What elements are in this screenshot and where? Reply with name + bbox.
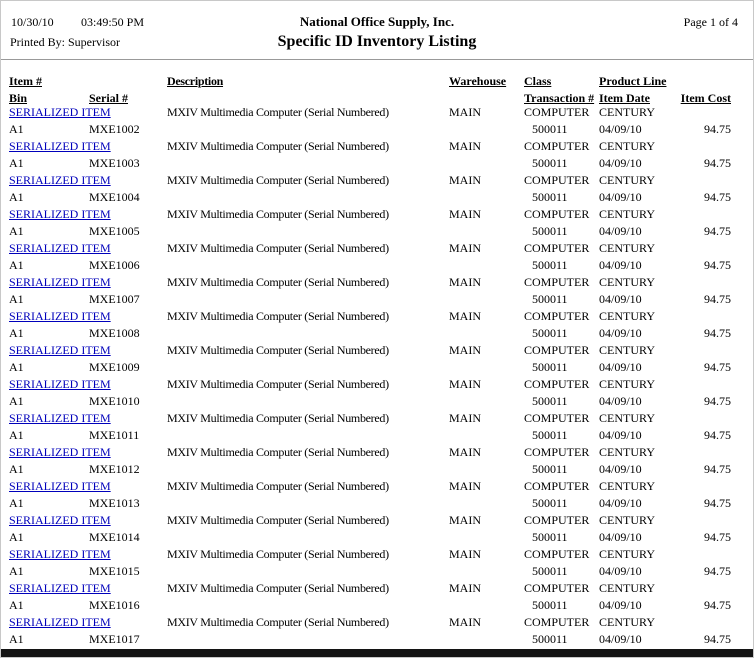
item-link[interactable]: SERIALIZED ITEM [9,547,111,561]
class-cell: COMPUTER [524,343,590,357]
bin-cell: A1 [9,224,24,238]
serial-cell: MXE1002 [89,122,140,136]
item-link[interactable]: SERIALIZED ITEM [9,139,111,153]
item-link[interactable]: SERIALIZED ITEM [9,105,111,119]
bin-cell: A1 [9,156,24,170]
serial-cell: MXE1008 [89,326,140,340]
transaction-cell: 500011 [532,598,568,612]
class-cell: COMPUTER [524,207,590,221]
item-cost-cell: 94.75 [704,394,731,408]
transaction-cell: 500011 [532,292,568,306]
item-cost-cell: 94.75 [704,598,731,612]
item-link[interactable]: SERIALIZED ITEM [9,241,111,255]
bin-cell: A1 [9,360,24,374]
page-number: Page 1 of 4 [683,15,738,29]
transaction-cell: 500011 [532,428,568,442]
class-cell: COMPUTER [524,173,590,187]
item-cost-cell: 94.75 [704,632,731,646]
detail-line [1,325,753,342]
detail-line [1,155,753,172]
bin-cell: A1 [9,394,24,408]
serial-cell: MXE1009 [89,360,140,374]
detail-line [1,529,753,546]
item-cost-cell: 94.75 [704,190,731,204]
product-line-cell: CENTURY [599,309,656,323]
warehouse-cell: MAIN [449,207,481,221]
report-title: Specific ID Inventory Listing [277,33,477,50]
col-header-bin: Bin [9,91,28,105]
serial-cell: MXE1017 [89,632,140,646]
detail-line [1,223,753,240]
warehouse-cell: MAIN [449,309,481,323]
product-line-cell: CENTURY [599,581,656,595]
col-header-class: Class [524,74,552,88]
product-line-cell: CENTURY [599,343,656,357]
product-line-cell: CENTURY [599,547,656,561]
item-line [1,478,753,495]
serial-cell: MXE1003 [89,156,140,170]
item-line [1,206,753,223]
table-row [1,614,753,648]
serial-cell: MXE1010 [89,394,140,408]
item-link[interactable]: SERIALIZED ITEM [9,479,111,493]
item-cost-cell: 94.75 [704,462,731,476]
table-row [1,546,753,580]
bin-cell: A1 [9,326,24,340]
bin-cell: A1 [9,190,24,204]
warehouse-cell: MAIN [449,377,481,391]
item-cost-cell: 94.75 [704,360,731,374]
item-line [1,376,753,393]
detail-line [1,359,753,376]
transaction-cell: 500011 [532,394,568,408]
item-line [1,512,753,529]
description-cell: MXIV Multimedia Computer (Serial Numbered) [167,241,389,255]
bin-cell: A1 [9,598,24,612]
bin-cell: A1 [9,292,24,306]
class-cell: COMPUTER [524,411,590,425]
class-cell: COMPUTER [524,139,590,153]
description-cell: MXIV Multimedia Computer (Serial Numbered) [167,105,389,119]
item-cost-cell: 94.75 [704,258,731,272]
detail-line [1,631,753,648]
warehouse-cell: MAIN [449,241,481,255]
transaction-cell: 500011 [532,462,568,476]
description-cell: MXIV Multimedia Computer (Serial Numbered) [167,275,389,289]
col-header-item-date: Item Date [599,91,650,105]
transaction-cell: 500011 [532,530,568,544]
item-line [1,546,753,563]
table-row [1,104,753,138]
item-cost-cell: 94.75 [704,326,731,340]
class-cell: COMPUTER [524,479,590,493]
bin-cell: A1 [9,632,24,646]
item-date-cell: 04/09/10 [599,530,642,544]
transaction-cell: 500011 [532,564,568,578]
serial-cell: MXE1012 [89,462,140,476]
item-date-cell: 04/09/10 [599,428,642,442]
column-headers [1,73,753,107]
item-link[interactable]: SERIALIZED ITEM [9,207,111,221]
class-cell: COMPUTER [524,241,590,255]
item-date-cell: 04/09/10 [599,394,642,408]
product-line-cell: CENTURY [599,173,656,187]
detail-line [1,393,753,410]
item-link[interactable]: SERIALIZED ITEM [9,581,111,595]
transaction-cell: 500011 [532,190,568,204]
table-row [1,240,753,274]
detail-line [1,121,753,138]
warehouse-cell: MAIN [449,581,481,595]
class-cell: COMPUTER [524,615,590,629]
serial-cell: MXE1014 [89,530,140,544]
item-date-cell: 04/09/10 [599,122,642,136]
item-date-cell: 04/09/10 [599,258,642,272]
item-link[interactable]: SERIALIZED ITEM [9,309,111,323]
warehouse-cell: MAIN [449,275,481,289]
transaction-cell: 500011 [532,326,568,340]
table-row [1,206,753,240]
class-cell: COMPUTER [524,377,590,391]
bin-cell: A1 [9,462,24,476]
description-cell: MXIV Multimedia Computer (Serial Numbered) [167,139,389,153]
item-date-cell: 04/09/10 [599,292,642,306]
item-link[interactable]: SERIALIZED ITEM [9,173,111,187]
item-cost-cell: 94.75 [704,292,731,306]
report-body [1,104,753,648]
item-link[interactable]: SERIALIZED ITEM [9,615,111,629]
item-date-cell: 04/09/10 [599,496,642,510]
table-row [1,580,753,614]
product-line-cell: CENTURY [599,479,656,493]
description-cell: MXIV Multimedia Computer (Serial Numbered) [167,581,389,595]
table-row [1,308,753,342]
serial-cell: MXE1004 [89,190,140,204]
product-line-cell: CENTURY [599,275,656,289]
detail-line [1,427,753,444]
company-name: National Office Supply, Inc. [299,14,455,29]
description-cell: MXIV Multimedia Computer (Serial Numbered) [167,343,389,357]
table-row [1,342,753,376]
table-row [1,410,753,444]
detail-line [1,189,753,206]
col-header-item: Item # [9,74,42,88]
item-line [1,342,753,359]
table-row [1,478,753,512]
item-line [1,444,753,461]
table-row [1,138,753,172]
col-header-item-cost: Item Cost [680,91,731,105]
item-line [1,104,753,121]
table-row [1,444,753,478]
description-cell: MXIV Multimedia Computer (Serial Numbered) [167,207,389,221]
column-header-row-1 [1,73,753,90]
printed-by: Printed By: Supervisor [10,35,120,49]
warehouse-cell: MAIN [449,343,481,357]
item-link[interactable]: SERIALIZED ITEM [9,275,111,289]
serial-cell: MXE1016 [89,598,140,612]
item-date-cell: 04/09/10 [599,632,642,646]
class-cell: COMPUTER [524,275,590,289]
warehouse-cell: MAIN [449,479,481,493]
report-time: 03:49:50 PM [81,15,145,29]
serial-cell: MXE1006 [89,258,140,272]
item-cost-cell: 94.75 [704,496,731,510]
bin-cell: A1 [9,258,24,272]
table-row [1,376,753,410]
item-date-cell: 04/09/10 [599,156,642,170]
item-line [1,172,753,189]
description-cell: MXIV Multimedia Computer (Serial Numbered) [167,479,389,493]
item-link[interactable]: SERIALIZED ITEM [9,377,111,391]
item-date-cell: 04/09/10 [599,462,642,476]
description-cell: MXIV Multimedia Computer (Serial Numbered) [167,173,389,187]
report-date: 10/30/10 [11,15,54,29]
product-line-cell: CENTURY [599,105,656,119]
product-line-cell: CENTURY [599,513,656,527]
item-cost-cell: 94.75 [704,530,731,544]
col-header-description: Description [167,74,224,88]
item-line [1,580,753,597]
item-line [1,138,753,155]
warehouse-cell: MAIN [449,445,481,459]
item-date-cell: 04/09/10 [599,360,642,374]
serial-cell: MXE1015 [89,564,140,578]
class-cell: COMPUTER [524,581,590,595]
product-line-cell: CENTURY [599,241,656,255]
bin-cell: A1 [9,530,24,544]
class-cell: COMPUTER [524,445,590,459]
bin-cell: A1 [9,496,24,510]
item-link[interactable]: SERIALIZED ITEM [9,343,111,357]
warehouse-cell: MAIN [449,513,481,527]
bottom-bar [1,649,753,657]
item-line [1,410,753,427]
class-cell: COMPUTER [524,105,590,119]
transaction-cell: 500011 [532,156,568,170]
product-line-cell: CENTURY [599,139,656,153]
item-cost-cell: 94.75 [704,122,731,136]
warehouse-cell: MAIN [449,105,481,119]
detail-line [1,461,753,478]
serial-cell: MXE1007 [89,292,140,306]
transaction-cell: 500011 [532,496,568,510]
col-header-warehouse: Warehouse [449,74,507,88]
item-date-cell: 04/09/10 [599,326,642,340]
bin-cell: A1 [9,428,24,442]
description-cell: MXIV Multimedia Computer (Serial Numbered) [167,411,389,425]
detail-line [1,563,753,580]
description-cell: MXIV Multimedia Computer (Serial Numbered) [167,513,389,527]
warehouse-cell: MAIN [449,411,481,425]
warehouse-cell: MAIN [449,173,481,187]
transaction-cell: 500011 [532,224,568,238]
description-cell: MXIV Multimedia Computer (Serial Numbered) [167,377,389,391]
item-date-cell: 04/09/10 [599,190,642,204]
table-row [1,274,753,308]
bin-cell: A1 [9,122,24,136]
item-cost-cell: 94.75 [704,428,731,442]
table-row [1,512,753,546]
item-date-cell: 04/09/10 [599,598,642,612]
description-cell: MXIV Multimedia Computer (Serial Numbered) [167,309,389,323]
item-line [1,308,753,325]
item-cost-cell: 94.75 [704,156,731,170]
transaction-cell: 500011 [532,632,568,646]
detail-line [1,495,753,512]
bin-cell: A1 [9,564,24,578]
serial-cell: MXE1013 [89,496,140,510]
col-header-transaction: Transaction # [524,91,595,105]
item-link[interactable]: SERIALIZED ITEM [9,445,111,459]
item-line [1,614,753,631]
product-line-cell: CENTURY [599,615,656,629]
detail-line [1,257,753,274]
header-divider [1,59,753,60]
warehouse-cell: MAIN [449,547,481,561]
col-header-product-line: Product Line [599,74,667,88]
item-link[interactable]: SERIALIZED ITEM [9,411,111,425]
item-link[interactable]: SERIALIZED ITEM [9,513,111,527]
table-row [1,172,753,206]
warehouse-cell: MAIN [449,139,481,153]
transaction-cell: 500011 [532,360,568,374]
class-cell: COMPUTER [524,309,590,323]
item-cost-cell: 94.75 [704,224,731,238]
serial-cell: MXE1011 [89,428,140,442]
warehouse-cell: MAIN [449,615,481,629]
description-cell: MXIV Multimedia Computer (Serial Numbered) [167,445,389,459]
detail-line [1,291,753,308]
product-line-cell: CENTURY [599,207,656,221]
description-cell: MXIV Multimedia Computer (Serial Numbered) [167,615,389,629]
product-line-cell: CENTURY [599,411,656,425]
transaction-cell: 500011 [532,122,568,136]
item-cost-cell: 94.75 [704,564,731,578]
col-header-serial: Serial # [89,91,128,105]
description-cell: MXIV Multimedia Computer (Serial Numbered) [167,547,389,561]
detail-line [1,597,753,614]
item-date-cell: 04/09/10 [599,224,642,238]
item-line [1,240,753,257]
item-line [1,274,753,291]
product-line-cell: CENTURY [599,377,656,391]
product-line-cell: CENTURY [599,445,656,459]
item-date-cell: 04/09/10 [599,564,642,578]
class-cell: COMPUTER [524,547,590,561]
transaction-cell: 500011 [532,258,568,272]
class-cell: COMPUTER [524,513,590,527]
serial-cell: MXE1005 [89,224,140,238]
